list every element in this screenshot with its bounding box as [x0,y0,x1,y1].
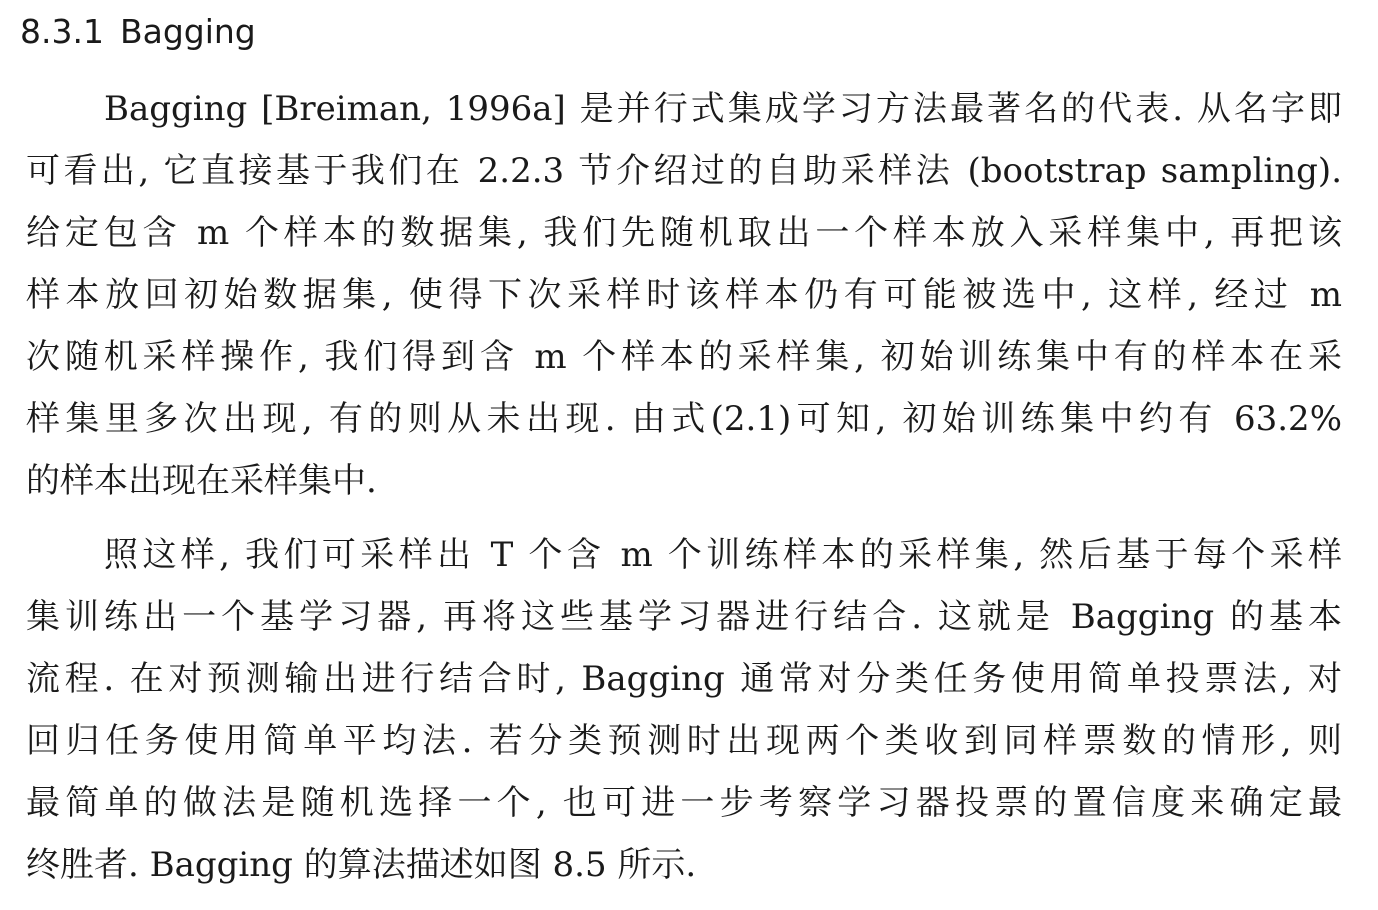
paragraph-1-line-7: 的样本出现在采样集中. [26,461,377,501]
section-heading [20,10,256,54]
paragraph-2 [26,524,1342,896]
paragraph-1-line-2: 可看出, 它直接基于我们在 2.2.3 节介绍过的自助采样法 (bootstrap sampling). [26,151,1342,191]
paragraph-1-line-3: 给定包含 m 个样本的数据集, 我们先随机取出一个样本放入采样集中, 再把该 [26,213,1342,253]
paragraph-2-line-1: 照这样, 我们可采样出 T 个含 m 个训练样本的采样集, 然后基于每个采样 [104,535,1342,575]
paragraph-1 [26,78,1342,512]
paragraph-2-line-3: 流程. 在对预测输出进行结合时, Bagging 通常对分类任务使用简单投票法, 对 [26,659,1342,699]
paragraph-2-line-6: 终胜者. Bagging 的算法描述如图 8.5 所示. [26,845,697,885]
paragraph-2-line-4: 回归任务使用简单平均法. 若分类预测时出现两个类收到同样票数的情形, 则 [26,721,1342,761]
section-number: 8.3.1 [20,12,104,51]
paragraph-1-line-6: 样集里多次出现, 有的则从未出现. 由式(2.1)可知, 初始训练集中约有 63.2% [26,399,1342,439]
paragraph-1-line-1: Bagging [Breiman, 1996a] 是并行式集成学习方法最著名的代表. 从名字即 [104,89,1342,129]
paragraph-1-line-4: 样本放回初始数据集, 使得下次采样时该样本仍有可能被选中, 这样, 经过 m [26,275,1342,315]
section-title: Bagging [119,12,256,51]
paragraph-1-line-5: 次随机采样操作, 我们得到含 m 个样本的采样集, 初始训练集中有的样本在采 [26,337,1342,377]
paragraph-2-line-2: 集训练出一个基学习器, 再将这些基学习器进行结合. 这就是 Bagging 的基本 [26,597,1342,637]
paragraph-2-line-5: 最简单的做法是随机选择一个, 也可进一步考察学习器投票的置信度来确定最 [26,783,1342,823]
